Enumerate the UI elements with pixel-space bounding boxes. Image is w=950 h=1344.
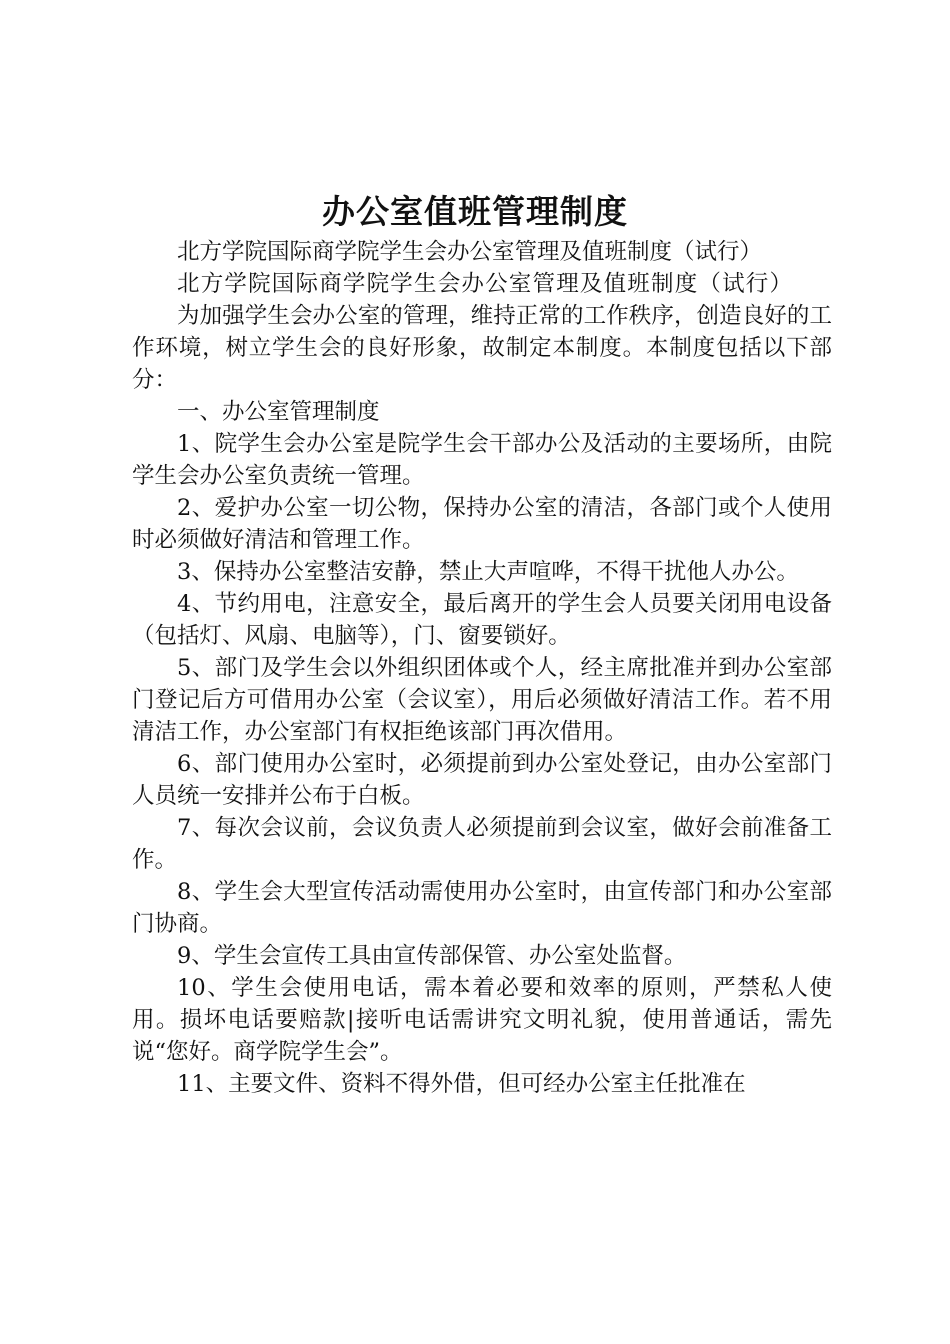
paragraph: 北方学院国际商学院学生会办公室管理及值班制度（试行）: [177, 271, 794, 297]
paragraph: 7、每次会议前，会议负责人必须提前到会议室，做好会前准备工作。: [132, 815, 832, 873]
paragraph: 6、部门使用办公室时，必须提前到办公室处登记，由办公室部门人员统一安排并公布于白板。: [132, 751, 832, 809]
paragraph: 11、主要文件、资料不得外借，但可经办公室主任批准在: [177, 1071, 746, 1097]
paragraph: 3、保持办公室整洁安静，禁止大声喧哗，不得干扰他人办公。: [177, 559, 799, 585]
document-title: 办公室值班管理制度: [322, 192, 628, 231]
paragraph: 5、部门及学生会以外组织团体或个人，经主席批准并到办公室部门登记后方可借用办公室（会议室），用后必须做好清洁工作。若不用清洁工作，办公室部门有权拒绝该部门再次借用。: [132, 655, 832, 745]
section-heading: 一、办公室管理制度: [177, 399, 380, 425]
paragraph: 1、院学生会办公室是院学生会干部办公及活动的主要场所，由院学生会办公室负责统一管理。: [132, 431, 832, 489]
paragraph: 9、学生会宣传工具由宣传部保管、办公室处监督。: [177, 943, 687, 969]
subtitle: 北方学院国际商学院学生会办公室管理及值班制度（试行）: [177, 239, 763, 265]
paragraph: 8、学生会大型宣传活动需使用办公室时，由宣传部门和办公室部门协商。: [132, 879, 832, 937]
paragraph: 2、爱护办公室一切公物，保持办公室的清洁，各部门或个人使用时必须做好清洁和管理工作。: [132, 495, 832, 553]
paragraph: 4、节约用电，注意安全，最后离开的学生会人员要关闭用电设备（包括灯、风扇、电脑等），门、窗要锁好。: [132, 591, 832, 649]
paragraph: 为加强学生会办公室的管理，维持正常的工作秩序，创造良好的工作环境，树立学生会的良好形象，故制定本制度。本制度包括以下部分：: [132, 303, 832, 393]
paragraph: 10、学生会使用电话，需本着必要和效率的原则，严禁私人使用。损坏电话要赔款|接听电话需讲究文明礼貌，使用普通话，需先说“您好。商学院学生会”。: [132, 975, 832, 1065]
document-body: [132, 236, 832, 1100]
